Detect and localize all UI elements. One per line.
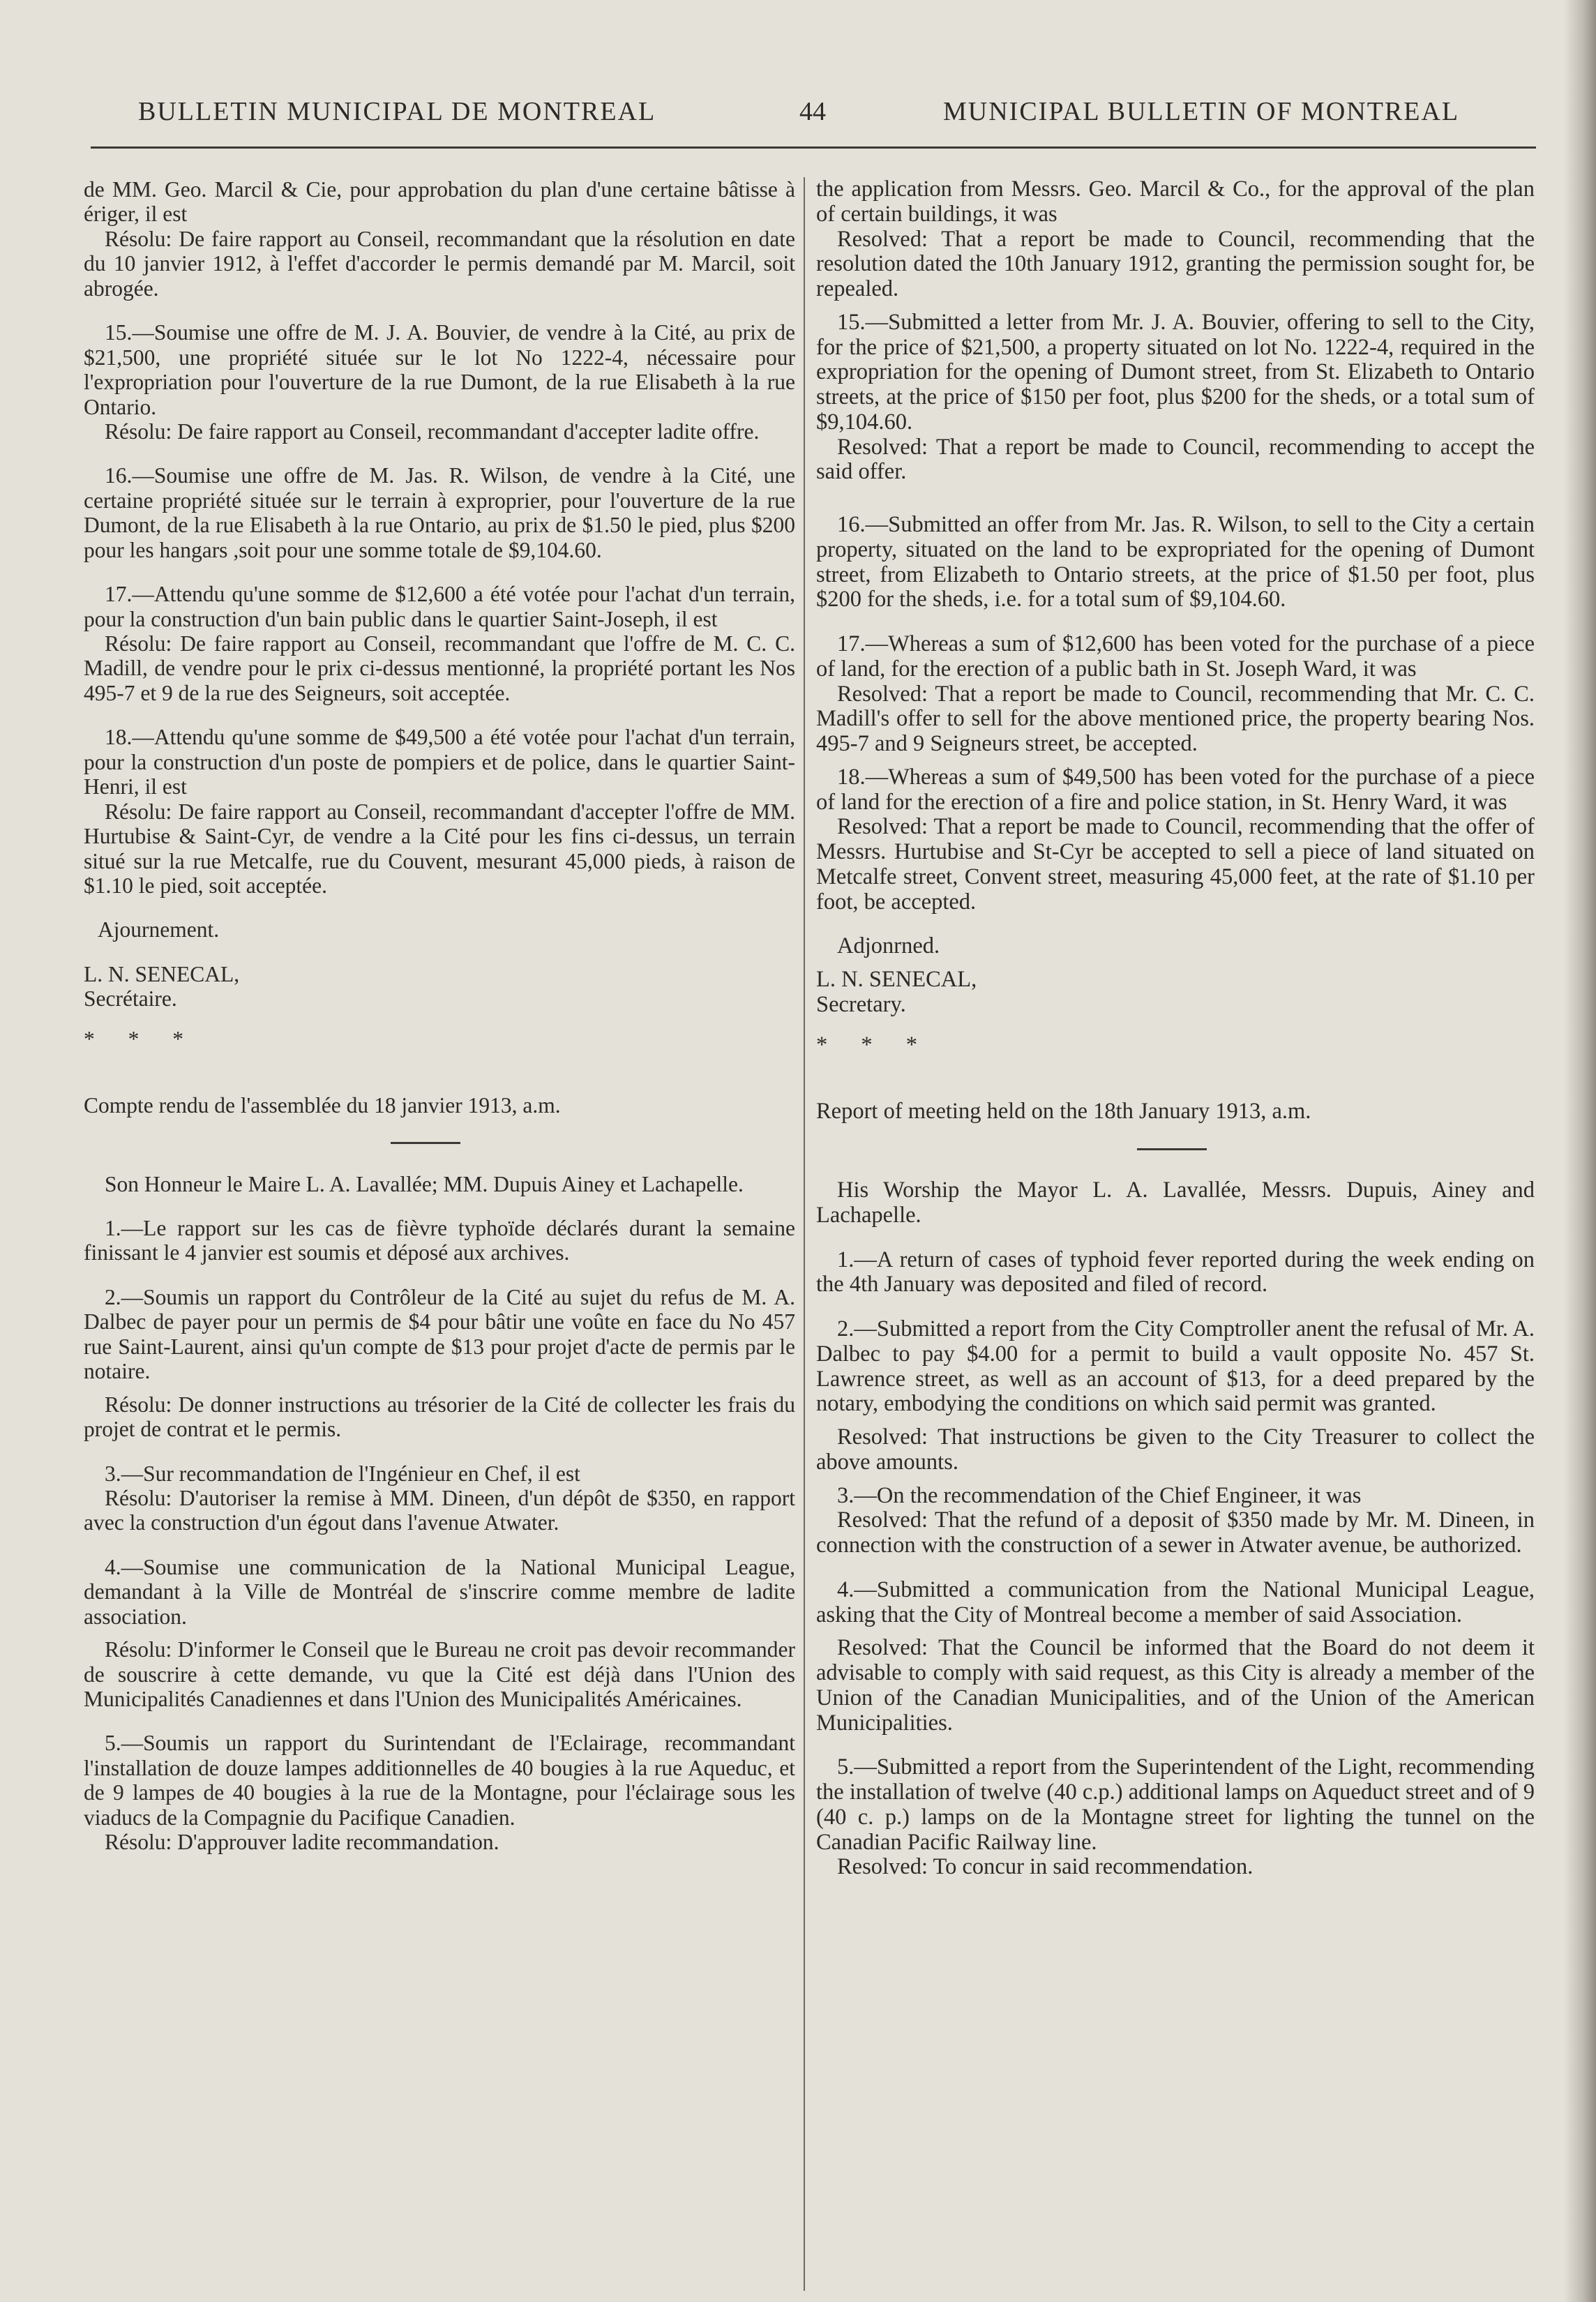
en-paragraph: the application from Messrs. Geo. Marcil & Co., for the approval of the plan of certain buildings, it was	[816, 176, 1535, 227]
english-column	[816, 177, 1535, 1880]
en-resolution: Resolved: That the refund of a deposit of $350 made by Mr. M. Dineen, in connection with the construction of a sewer in Atwater avenue, be authorized.	[816, 1507, 1535, 1558]
fr-item-2: 2.—Soumis un rapport du Contrôleur de la Cité au sujet du refus de M. A. Dalbec de payer pour un permis de $4 pour bâtir une voûte en face du No 457 rue Saint-Laurent, ainsi qu'un compte de $13 pour projet d'acte de permis par le notaire.	[84, 1284, 795, 1384]
fr-resolution: Résolu: De faire rapport au Conseil, recommandant d'accepter l'offre de MM. Hurtubise & Saint-Cyr, de vendre a la Cité pour les fins ci-dessus, un terrain situé sur la rue Metcalfe, rue du Couvent, mesurant 45,000 pieds, à raison de $1.10 le pied, soit acceptée.	[84, 799, 795, 898]
fr-resolution: Résolu: D'informer le Conseil que le Bureau ne croit pas devoir recommander de souscrire à cette demande, vu que la Cité est déjà dans l'Union des Municipalités Canadiennes et dans l'Union des Municipalités Américaines.	[84, 1637, 795, 1711]
fr-resolution: Résolu: D'autoriser la remise à MM. Dineen, d'un dépôt de $350, en rapport avec la construction d'un égout dans l'avenue Atwater.	[84, 1485, 795, 1535]
page-edge-shadow	[1564, 0, 1596, 2302]
french-column	[84, 177, 795, 1855]
fr-resolution: Résolu: De faire rapport au Conseil, recommandant d'accepter ladite offre.	[105, 419, 760, 444]
en-attendance: His Worship the Mayor L. A. Lavallée, Messrs. Dupuis, Ainey and Lachapelle.	[816, 1178, 1535, 1228]
fr-resolution: Résolu: De faire rapport au Conseil, recommandant que la résolution en date du 10 janvier 1912, à l'effet d'accorder le permis demandé par M. Marcil, soit abrogée.	[84, 226, 795, 301]
en-resolution: Resolved: That the Council be informed that the Board do not deem it advisable to comply with said request, as this City is already a member of the Union of the Canadian Municipalities, and of the Union of the American Municipalities.	[816, 1635, 1535, 1736]
fr-resolution: Résolu: De faire rapport au Conseil, recommandant que l'offre de M. C. C. Madill, de vendre pour le prix ci-dessus mentionné, la propriété portant les Nos 495-7 et 9 de la rue des Seigneurs, soit acceptée.	[84, 631, 795, 705]
en-item-3: 3.—On the recommendation of the Chief Engineer, it was	[837, 1482, 1362, 1508]
fr-item-16: 16.—Soumise une offre de M. Jas. R. Wilson, de vendre à la Cité, une certaine propriété située sur le terrain à exproprier, pour l'ouverture de la rue Dumont, de la rue Elisabeth à la rue Ontario, au prix de $1.50 le pied, plus $200 pour les hangars ,soit pour une somme totale de $9,104.60.	[84, 463, 795, 562]
en-item-18: 18.—Whereas a sum of $49,500 has been voted for the purchase of a piece of land for the erection of a fire and police station, in St. Henry Ward, it was	[816, 764, 1535, 815]
header-rule-left	[91, 146, 804, 149]
en-signature-name: L. N. SENECAL,	[816, 967, 977, 992]
en-resolution: Resolved: That a report be made to Council, recommending to accept the said offer.	[816, 434, 1535, 485]
fr-resolution: Résolu: D'approuver ladite recommandation.	[105, 1830, 499, 1855]
fr-separator-stars: * * *	[84, 1026, 197, 1051]
fr-resolution: Résolu: De donner instructions au trésorier de la Cité de collecter les frais du projet de contrat et le permis.	[84, 1392, 795, 1442]
running-head-english: MUNICIPAL BULLETIN OF MONTREAL	[943, 97, 1460, 126]
fr-report-title: Compte rendu de l'assemblée du 18 janvier 1913, a.m.	[84, 1093, 561, 1118]
page-number: 44	[799, 97, 826, 126]
fr-item-17: 17.—Attendu qu'une somme de $12,600 a été votée pour l'achat d'un terrain, pour la construction d'un bain public dans le quartier Saint-Joseph, il est	[84, 582, 795, 631]
en-item-1: 1.—A return of cases of typhoid fever reported during the week ending on the 4th January was deposited and filed of record.	[816, 1247, 1535, 1297]
en-item-16: 16.—Submitted an offer from Mr. Jas. R. Wilson, to sell to the City a certain property, situated on the land to be expropriated for the opening of Dumont street, from Elizabeth to Ontario streets, at the price of $1.50 per foot, plus $200 for the sheds, i.e. for a total sum of $9,104.60.	[816, 512, 1535, 612]
running-head-french: BULLETIN MUNICIPAL DE MONTREAL	[138, 97, 656, 126]
en-resolution: Resolved: That a report be made to Council, recommending that the resolution dated the 10th January 1912, granting the permission sought for, be repealed.	[816, 226, 1535, 301]
fr-signature-name: L. N. SENECAL,	[84, 961, 240, 986]
fr-adjournment: Ajournement.	[98, 917, 220, 942]
fr-item-15: 15.—Soumise une offre de M. J. A. Bouvier, de vendre à la Cité, au prix de $21,500, une propriété située sur le lot No 1222-4, nécessaire pour l'expropriation pour l'ouverture de la rue Dumont, de la rue Elisabeth à la rue Ontario.	[84, 320, 795, 419]
fr-item-1: 1.—Le rapport sur les cas de fièvre typhoïde déclarés durant la semaine finissant le 4 janvier est soumis et déposé aux archives.	[84, 1216, 795, 1265]
en-resolution: Resolved: That a report be made to Council, recommending that Mr. C. C. Madill's offer to sell for the above mentioned price, the property bearing Nos. 495-7 and 9 Seigneurs street, be accepted.	[816, 681, 1535, 756]
en-resolution: Resolved: That a report be made to Council, recommending that the offer of Messrs. Hurtubise and St-Cyr be accepted to sell a piece of land situated on Metcalfe street, Convent street, measuring 45,000 feet, at the rate of $1.10 per foot, be accepted.	[816, 814, 1535, 915]
en-separator-stars: * * *	[816, 1032, 931, 1058]
fr-item-5: 5.—Soumis un rapport du Surintendant de l'Eclairage, recommandant l'installation de douze lampes additionnelles de 40 bougies à la rue Aqueduc, et de 9 lampes de 40 bougies à la rue de la Montagne, pour l'éclairage sous les viaducs de la Compagnie du Pacifique Canadien.	[84, 1731, 795, 1830]
fr-item-18: 18.—Attendu qu'une somme de $49,500 a été votée pour l'achat d'un terrain, pour la construction d'un poste de pompiers et de police, dans le quartier Saint-Henri, il est	[84, 725, 795, 799]
en-report-title: Report of meeting held on the 18th January 1913, a.m.	[816, 1099, 1311, 1124]
fr-signature-title: Secrétaire.	[84, 986, 177, 1011]
header-rule-right	[804, 146, 1536, 149]
en-item-4: 4.—Submitted a communication from the National Municipal League, asking that the City of Montreal become a member of said Association.	[816, 1577, 1535, 1627]
en-adjournment: Adjonrned.	[837, 933, 940, 959]
en-item-5: 5.—Submitted a report from the Superintendent of the Light, recommending the installation of twelve (40 c.p.) additional lamps on Aqueduct street and of 9 (40 c. p.) lamps on de la Montagne street for lighting the tunnel on the Canadian Pacific Railway line.	[816, 1754, 1535, 1855]
en-item-2: 2.—Submitted a report from the City Comptroller anent the refusal of Mr. A. Dalbec to pay $4.00 for a permit to build a vault opposite No. 457 St. Lawrence street, as well as an account of $13, for a deed prepared by the notary, embodying the conditions on which said permit was granted.	[816, 1316, 1535, 1417]
en-resolution: Resolved: To concur in said recommendation.	[837, 1854, 1254, 1880]
fr-item-3: 3.—Sur recommandation de l'Ingénieur en Chef, il est	[105, 1461, 580, 1486]
en-item-17: 17.—Whereas a sum of $12,600 has been voted for the purchase of a piece of land, for the erection of a public bath in St. Joseph Ward, it was	[816, 631, 1535, 682]
fr-paragraph: de MM. Geo. Marcil & Cie, pour approbation du plan d'une certaine bâtisse à ériger, il est	[84, 177, 795, 227]
en-item-15: 15.—Submitted a letter from Mr. J. A. Bouvier, offering to sell to the City, for the price of $21,500, a property situated on lot No. 1222-4, required in the expropriation for the opening of Dumont street, from St. Elizabeth to Ontario streets, at the price of $150 per foot, plus $200 for the sheds, or a total sum of $9,104.60.	[816, 309, 1535, 435]
fr-attendance: Son Honneur le Maire L. A. Lavallée; MM. Dupuis Ainey et Lachapelle.	[105, 1171, 744, 1196]
en-resolution: Resolved: That instructions be given to the City Treasurer to collect the above amounts.	[816, 1424, 1535, 1475]
fr-item-4: 4.—Soumise une communication de la National Municipal League, demandant à la Ville de Montréal de s'inscrire comme membre de ladite association.	[84, 1554, 795, 1629]
en-signature-title: Secretary.	[816, 991, 906, 1017]
column-divider	[804, 177, 805, 2291]
